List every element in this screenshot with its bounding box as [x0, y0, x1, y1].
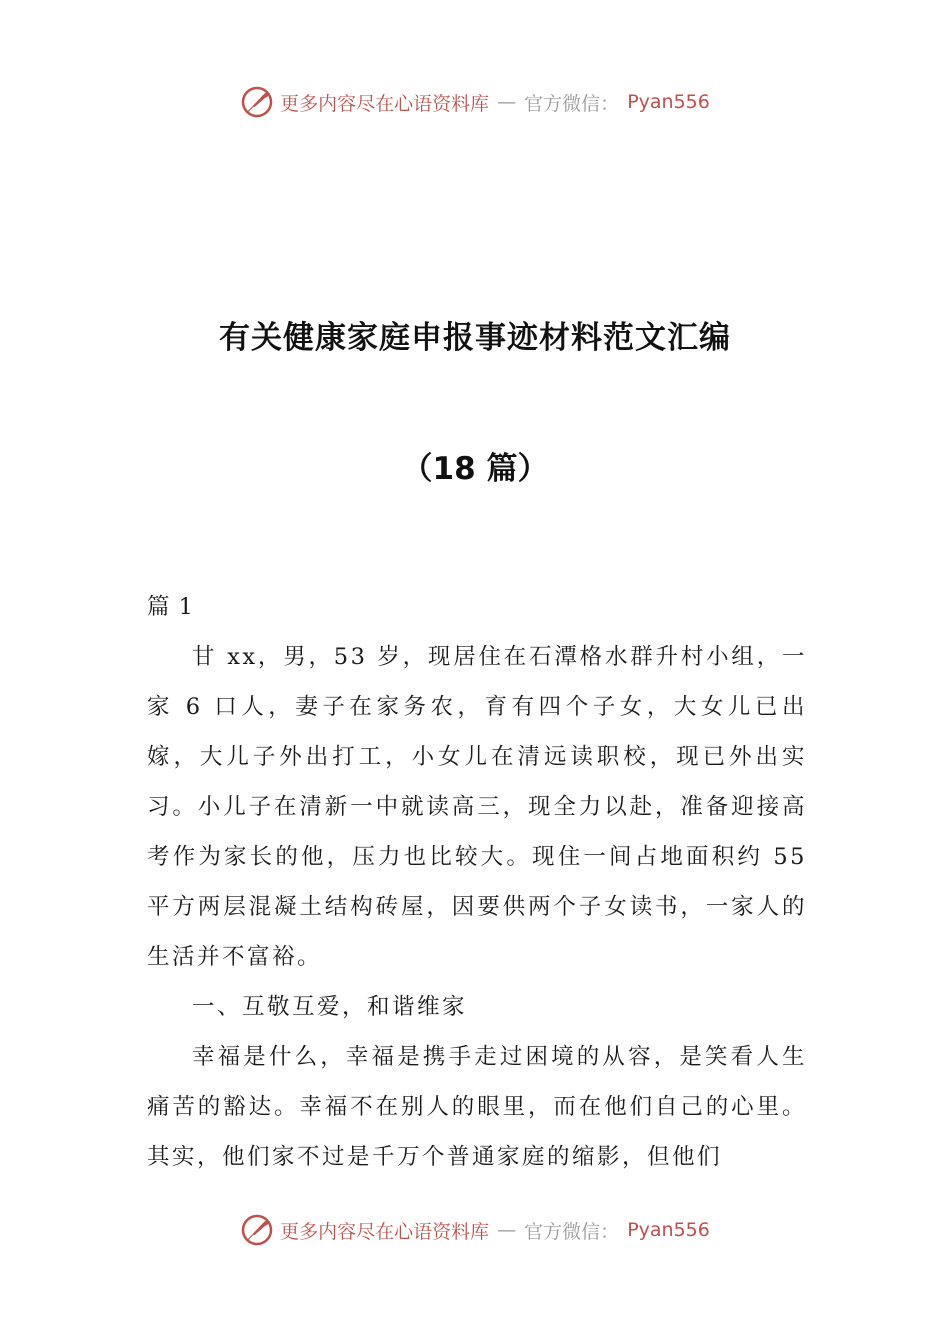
document-title: 有关健康家庭申报事迹材料范文汇编 [219, 320, 731, 356]
quill-logo-icon [240, 85, 274, 119]
section-label: 篇 1 [147, 594, 194, 620]
banner-site-text: 更多内容尽在心语资料库 [280, 92, 490, 115]
document-body [147, 582, 807, 1182]
banner-wechat-id: Pyan556 [627, 91, 710, 113]
banner-site-text: 更多内容尽在心语资料库 [280, 1220, 490, 1243]
banner-wechat-label: 官方微信： [524, 1220, 620, 1243]
section-heading: 一、互敬互爱，和谐维家 [192, 994, 468, 1020]
body-paragraph: 甘 xx，男，53 岁，现居住在石潭格水群升村小组，一家 6 口人，妻子在家务农，育有四个子女，大女儿已出嫁，大儿子外出打工，小女儿在清远读职校，现已外出实习。小儿子在清新一中就读高三，现全力以赴，准备迎接高考作为家长的他，压力也比较大。现住一间占地面积约 55 平方两层混凝土结构砖屋，因要供两个子女读书，一家人的生活并不富裕。 [147, 644, 807, 970]
body-paragraph: 幸福是什么，幸福是携手走过困境的从容，是笑看人生痛苦的豁达。幸福不在别人的眼里，而在他们自己的心里。其实，他们家不过是千万个普通家庭的缩影，但他们 [147, 1044, 807, 1170]
banner-wechat-id: Pyan556 [627, 1219, 710, 1241]
quill-logo-icon [240, 1213, 274, 1247]
banner-wechat-label: 官方微信： [524, 92, 620, 115]
header-banner [0, 82, 950, 122]
banner-dash: — [497, 91, 517, 113]
footer-banner [0, 1210, 950, 1250]
document-subtitle: （18 篇） [401, 451, 549, 487]
banner-dash: — [497, 1219, 517, 1241]
